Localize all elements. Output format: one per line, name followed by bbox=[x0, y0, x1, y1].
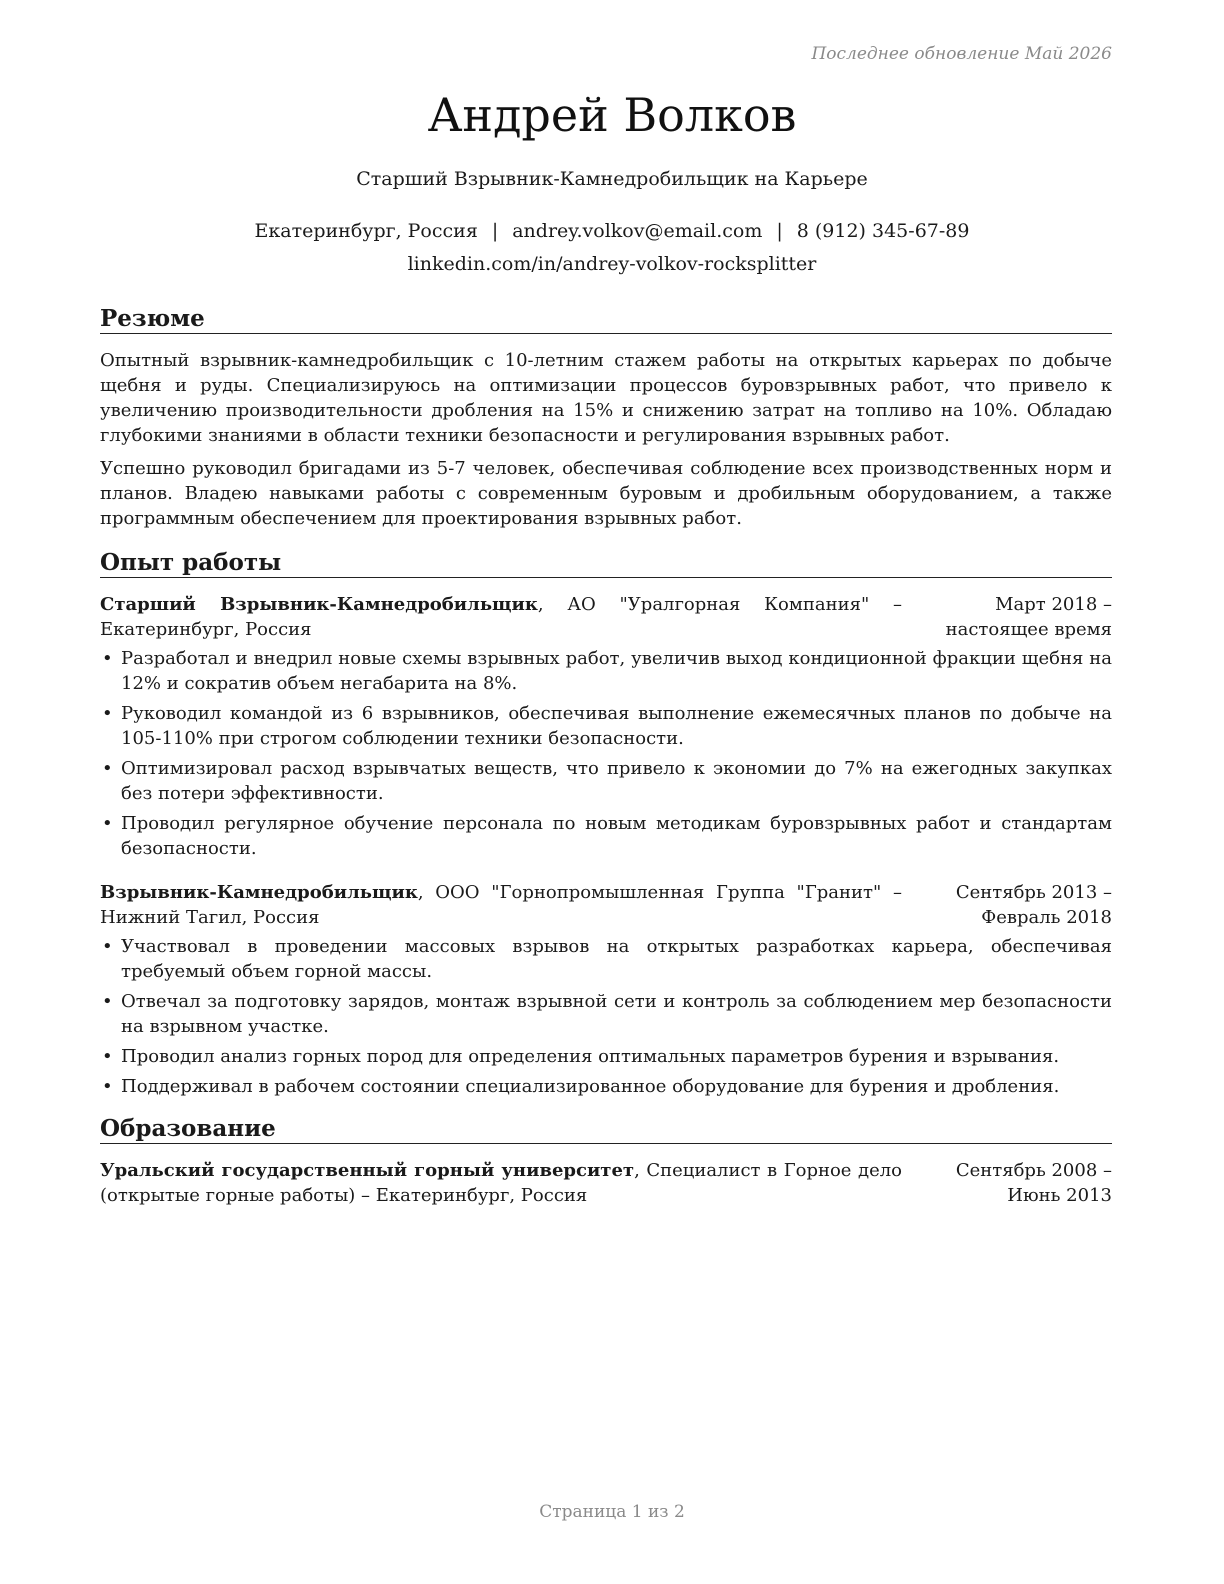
bullet-item: • Поддерживал в рабочем состоянии специализированное оборудование для бурения и дробления. bbox=[100, 1074, 1112, 1099]
contact-line bbox=[0, 220, 1224, 242]
section-heading-education: Образование bbox=[100, 1115, 1112, 1144]
summary-section bbox=[100, 305, 1112, 531]
job-role: Старший Взрывник-Камнедробильщик bbox=[100, 594, 538, 615]
bullet-item: • Проводил регулярное обучение персонала по новым методикам буровзрывных работ и стандартам безопасности. bbox=[100, 811, 1112, 861]
bullet-item: • Руководил командой из 6 взрывников, обеспечивая выполнение ежемесячных планов по добыче на 105-110% при строгом соблюдении техники безопасности. bbox=[100, 701, 1112, 751]
job-dates: Март 2018 – настоящее время bbox=[945, 594, 1112, 640]
bullet-item: • Проводил анализ горных пород для определения оптимальных параметров бурения и взрывания. bbox=[100, 1044, 1112, 1069]
bullet-item: • Участвовал в проведении массовых взрывов на открытых разработках карьера, обеспечивая требуемый объем горной массы. bbox=[100, 934, 1112, 984]
email-link[interactable]: andrey.volkov@email.com bbox=[512, 220, 763, 242]
section-heading-experience: Опыт работы bbox=[100, 549, 1112, 578]
institution-name: Уральский государственный горный университет bbox=[100, 1160, 635, 1181]
linkedin-link[interactable]: linkedin.com/in/andrey-volkov-rocksplitter bbox=[407, 253, 817, 275]
bullet-item: • Разработал и внедрил новые схемы взрывных работ, увеличив выход кондиционной фракции щебня на 12% и сократив объем негабарита на 8%. bbox=[100, 646, 1112, 696]
education-section bbox=[100, 1115, 1112, 1208]
summary-paragraph: Успешно руководил бригадами из 5-7 человек, обеспечивая соблюдение всех производственных норм и планов. Владею навыками работы с современным буровым и дробильным оборудованием, а также программным обеспечением для проектирования взрывных работ. bbox=[100, 458, 1112, 529]
job-role: Взрывник-Камнедробильщик bbox=[100, 882, 418, 903]
separator: | bbox=[776, 220, 783, 242]
job-entry bbox=[100, 592, 1112, 861]
separator: | bbox=[491, 220, 499, 242]
page-number: Страница 1 из 2 bbox=[539, 1502, 685, 1522]
phone: 8 (912) 345-67-89 bbox=[796, 220, 970, 242]
candidate-title: Старший Взрывник-Камнедробильщик на Карьере bbox=[356, 168, 868, 190]
bullet-item: • Отвечал за подготовку зарядов, монтаж взрывной сети и контроль за соблюдением мер безопасности на взрывном участке. bbox=[100, 989, 1112, 1039]
job-bullets bbox=[100, 934, 1112, 1099]
education-entry bbox=[100, 1158, 1112, 1208]
experience-section bbox=[100, 549, 1112, 1099]
resume-content bbox=[100, 305, 1112, 1208]
job-company: , ООО "Горнопромышленная Группа "Гранит" – Нижний Тагил, Россия bbox=[100, 882, 902, 928]
job-header bbox=[100, 592, 1112, 642]
section-heading-summary: Резюме bbox=[100, 305, 1112, 334]
location: Екатеринбург, Россия bbox=[254, 220, 478, 242]
education-dates: Сентябрь 2008 – Июнь 2013 bbox=[955, 1160, 1112, 1206]
candidate-name: Андрей Волков bbox=[427, 88, 797, 142]
summary-paragraph: Опытный взрывник-камнедробильщик с 10-летним стажем работы на открытых карьерах по добыче щебня и руды. Специализируюсь на оптимизации процессов буровзрывных работ, что привело к увеличению производительности дробления на 15% и снижению затрат на топливо на 10%. Обладаю глубокими знаниями в области техники безопасности и регулирования взрывных работ. bbox=[100, 350, 1112, 446]
bullet-item: • Оптимизировал расход взрывчатых веществ, что привело к экономии до 7% на ежегодных закупках без потери эффективности. bbox=[100, 756, 1112, 806]
job-entry bbox=[100, 880, 1112, 1099]
job-company: , АО "Уралгорная Компания" – Екатеринбург, Россия bbox=[100, 594, 902, 640]
job-dates: Сентябрь 2013 – Февраль 2018 bbox=[955, 882, 1112, 928]
job-bullets bbox=[100, 646, 1112, 861]
last-updated: Последнее обновление Май 2026 bbox=[811, 44, 1112, 64]
job-header bbox=[100, 880, 1112, 930]
education-details: , Специалист в Горное дело (открытые горные работы) – Екатеринбург, Россия bbox=[100, 1160, 902, 1206]
